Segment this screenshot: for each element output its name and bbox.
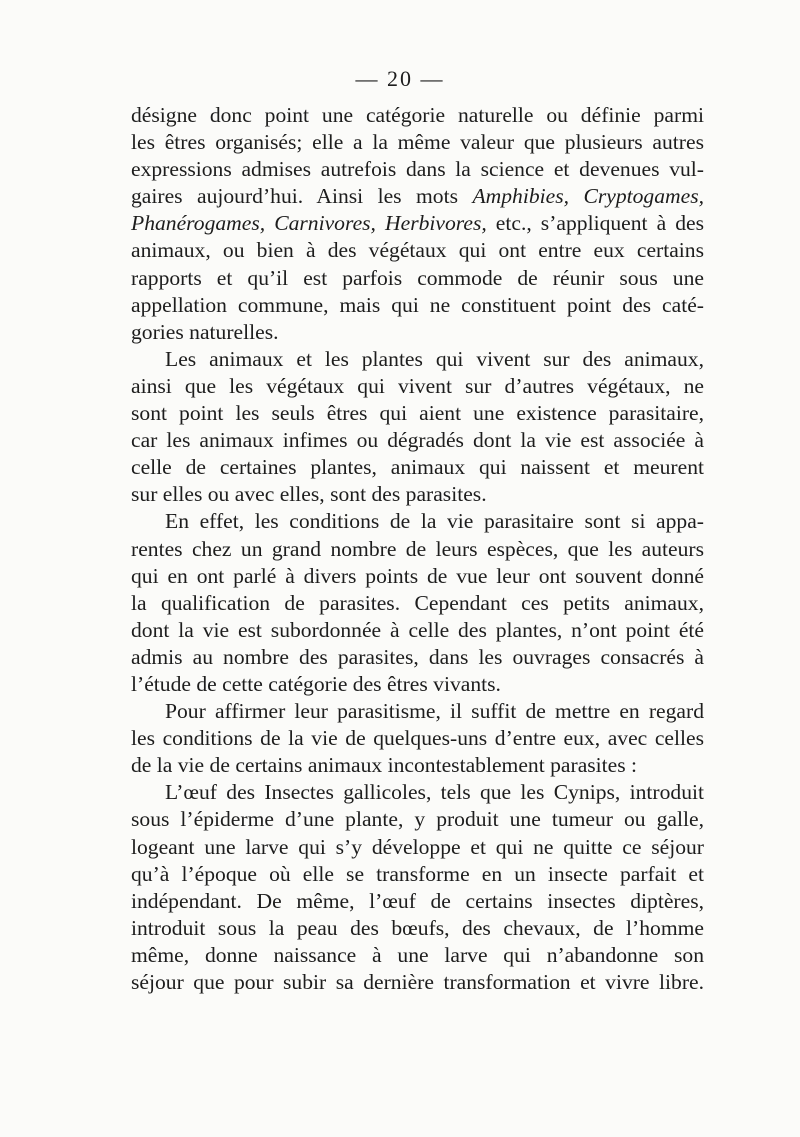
text-line: dont la vie est subordonnée à celle des plantes, n’ont point été	[131, 617, 704, 642]
text-line: Les animaux et les plantes qui vivent sur des animaux,	[165, 346, 704, 371]
text-line: introduit sous la peau des bœufs, des chevaux, de l’homme	[131, 915, 704, 940]
text-line: qui en ont parlé à divers points de vue leur ont souvent donné	[131, 563, 704, 588]
text-line: ainsi que les végétaux qui vivent sur d’autres végétaux, ne	[131, 373, 704, 398]
text-line: Pour affirmer leur parasitisme, il suffit de mettre en regard	[165, 699, 704, 724]
italic-term: Herbivores,	[385, 211, 487, 236]
italic-term: Carnivores,	[274, 211, 376, 236]
italic-term: Phanérogames,	[131, 211, 266, 236]
text-line: sous l’épiderme d’une plante, y produit une tumeur ou galle,	[131, 807, 704, 832]
text-line: rapports et qu’il est parfois commode de réunir sous une	[131, 265, 704, 290]
text-line: L’œuf des Insectes gallicoles, tels que les Cynips, introduit	[165, 780, 704, 805]
text-line: En effet, les conditions de la vie parasitaire sont si appa-	[165, 509, 704, 534]
text-line: séjour que pour subir sa dernière transformation et vivre libre.	[131, 970, 704, 994]
text-line-with-italics: gaires aujourd’hui. Ainsi les mots Amphibies, Cryptogames,	[131, 184, 704, 209]
text-line: celle de certaines plantes, animaux qui naissent et meurent	[131, 455, 704, 480]
text-line: sont point les seuls êtres qui aient une existence parasitaire,	[131, 401, 704, 426]
page-number: — 20 —	[355, 66, 445, 91]
text-line: admis au nombre des parasites, dans les ouvrages consacrés à	[131, 644, 704, 669]
text-line: sur elles ou avec elles, sont des parasites.	[131, 482, 487, 507]
text-line: gories naturelles.	[131, 319, 279, 344]
text-line: désigne donc point une catégorie naturelle ou définie parmi	[131, 103, 704, 127]
text-line: l’étude de cette catégorie des êtres vivants.	[131, 671, 501, 696]
text-line: appellation commune, mais qui ne constituent point des caté-	[131, 292, 704, 317]
text-line: animaux, ou bien à des végétaux qui ont entre eux certains	[131, 238, 704, 263]
body-text	[131, 102, 704, 996]
text-line: car les animaux infimes ou dégradés dont la vie est associée à	[131, 428, 704, 453]
text-line: indépendant. De même, l’œuf de certains insectes diptères,	[131, 888, 704, 913]
text-line: même, donne naissance à une larve qui n’abandonne son	[131, 942, 704, 967]
text-line: de la vie de certains animaux incontestablement parasites :	[131, 753, 638, 778]
text-line: les conditions de la vie de quelques-uns d’entre eux, avec celles	[131, 726, 704, 751]
text-line: les êtres organisés; elle a la même valeur que plusieurs autres	[131, 130, 704, 155]
text-line-with-italics: Phanérogames, Carnivores, Herbivores, etc., s’appliquent à des	[131, 211, 704, 236]
text-line: rentes chez un grand nombre de leurs espèces, que les auteurs	[131, 536, 704, 561]
italic-term: Amphibies,	[472, 184, 569, 209]
text-line: expressions admises autrefois dans la science et devenues vul-	[131, 157, 704, 182]
text-line: la qualification de parasites. Cependant ces petits animaux,	[131, 590, 704, 615]
text-line: qu’à l’époque où elle se transforme en un insecte parfait et	[131, 861, 704, 886]
italic-term: Cryptogames,	[583, 184, 704, 209]
text-line: logeant une larve qui s’y développe et qui ne quitte ce séjour	[131, 834, 704, 859]
